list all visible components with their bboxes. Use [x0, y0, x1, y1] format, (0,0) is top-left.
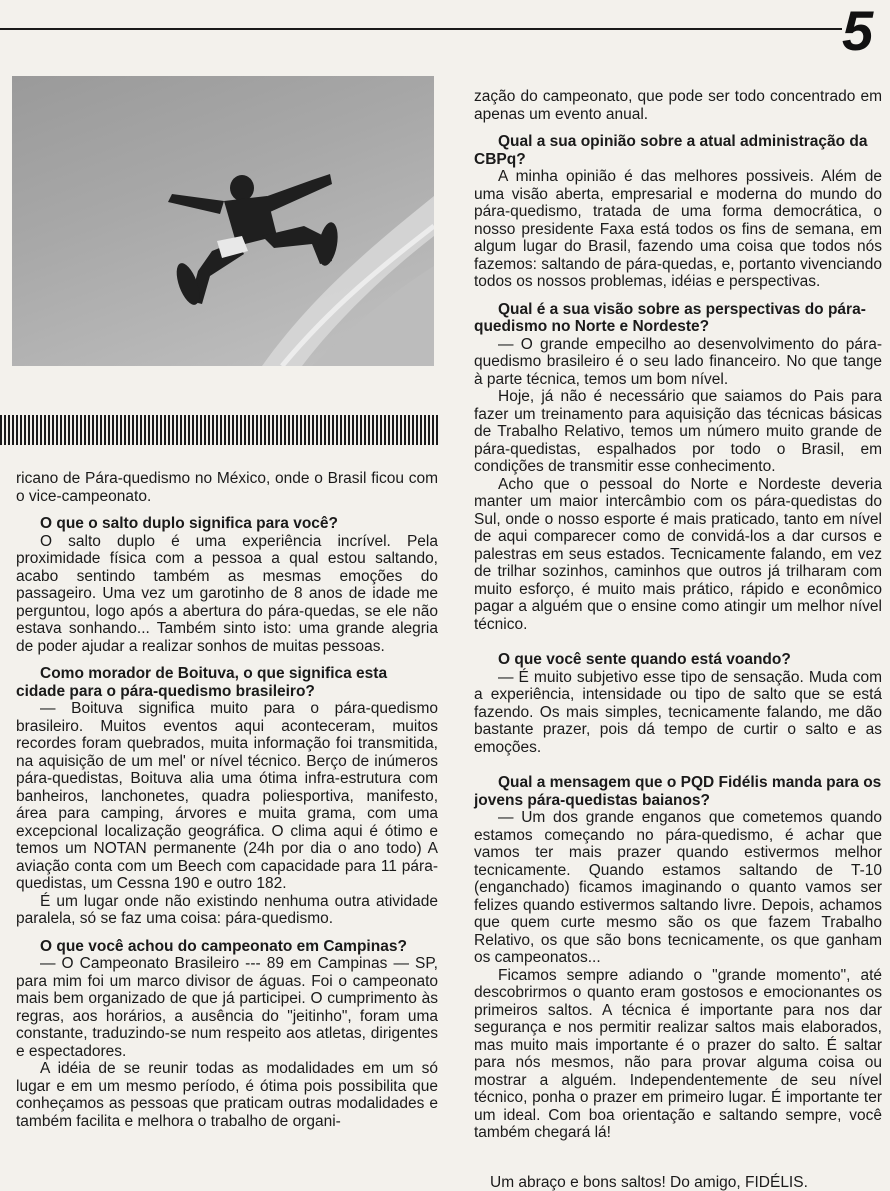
body-paragraph: — Boituva significa muito para o pára-quedismo brasileiro. Muitos eventos aqui aconteceram, muitos recordes foram quebrados, muita informação foi transmitida, na aquisição de um mel' or nível técnico. Berço de inúmeros pára-quedistas, Boituva alia uma ótima infra-estrutura com banheiros, lanchonetes, quadra poliesportiva, manifesto, área para camping, árvores e muita grama, com uma excepcional localização geográfica. O clima aqui é ótimo e temos um NOTAN permanente (24h por dia o ano todo) A aviação conta com um Beech com capacidade para 11 pára-quedistas, um Cessna 190 e outro 182. — [16, 700, 438, 893]
closing-signature: Um abraço e bons saltos! Do amigo, FIDÉLIS. — [474, 1174, 882, 1191]
body-paragraph: — O Campeonato Brasileiro --- 89 em Campinas — SP, para mim foi um marco divisor de águas. Foi o campeonato mais bem organizado de que já participei. O cumprimento às regras, aos horários, a ausência do "jeitinho", foram uma constante, traduzindo-se num respeito aos atletas, dirigentes e espectadores. — [16, 955, 438, 1060]
skydiver-photo — [12, 76, 434, 366]
question-heading: Qual a mensagem que o PQD Fidélis manda para os jovens pára-quedistas baianos? — [474, 774, 882, 809]
body-paragraph: — O grande empecilho ao desenvolvimento do pára-quedismo brasileiro é o seu lado financeiro. No que tange à parte técnica, temos um bom nível. — [474, 336, 882, 389]
body-paragraph: Acho que o pessoal do Norte e Nordeste deveria manter um maior intercâmbio com os pára-quedistas do Sul, onde o nosso esporte é mais praticado, tanto em nível de aqui comparecer como de convidá-los a dar cursos e palestras em seus estados. Tecnicamente falando, em vez de trilhar sozinhos, caminhos que outros já trilharam com muito esforço, é muito mais prático, rápido e econômico pagar a alguém que o ensine como atingir um melhor nível técnico. — [474, 476, 882, 634]
page-number: 5 — [842, 2, 888, 60]
decorative-stripe-bar — [0, 415, 438, 445]
question-heading: Qual é a sua visão sobre as perspectivas do pára-quedismo no Norte e Nordeste? — [474, 301, 882, 336]
top-rule — [0, 28, 842, 30]
question-heading: O que você sente quando está voando? — [474, 651, 882, 669]
question-heading: O que você achou do campeonato em Campinas? — [16, 938, 438, 956]
body-paragraph: O salto duplo é uma experiência incrível. Pela proximidade física com a pessoa a qual estou saltando, acabo sentindo também as mesmas emoções do passageiro. Uma vez um garotinho de 8 anos de idade me perguntou, logo após a abertura do pára-quedas, se ele não estava sonhando... Também sinto isto: uma grande alegria de poder ajudar a realizar sonhos de muitas pessoas. — [16, 533, 438, 656]
spacer — [474, 756, 882, 764]
right-text-column — [474, 88, 882, 1191]
question-heading: Qual a sua opinião sobre a atual administração da CBPq? — [474, 133, 882, 168]
body-paragraph: ricano de Pára-quedismo no México, onde o Brasil ficou com o vice-campeonato. — [16, 470, 438, 505]
body-paragraph: — Um dos grande enganos que cometemos quando estamos começando no pára-quedismo, é achar que vamos ter mais prazer quando estivermos melhor tecnicamente. Quando estamos saltando de T-10 (enganchado) ficamos imaginando o quanto vamos ser felizes quando estivermos saltando livre. Depois, achamos que quem curte mesmo são os que fazem Trabalho Relativo, os que são bons tecnicamente, os que ganham os campeonatos... — [474, 809, 882, 967]
body-paragraph: Ficamos sempre adiando o "grande momento", até descobrirmos o quanto eram gostosos e emocionantes os primeiros saltos. A técnica é importante para nos dar segurança e nos permitir realizar saltos mais elaborados, mas muito mais importante é o prazer do salto. É saltar para nós mesmos, não para provar alguma coisa ou mostrar a alguém. Independentemente de seu nível técnico, ponha o prazer em primeiro lugar. É importante ter um ideal. Com boa orientação e saltando sempre, você também chegará lá! — [474, 967, 882, 1142]
spacer — [474, 633, 882, 641]
body-paragraph: Hoje, já não é necessário que saiamos do Pais para fazer um treinamento para aquisição das técnicas básicas de Trabalho Relativo, temos um número muito grande de pára-quedistas, espalhados por todo o Brasil, em condições de transmitir esse conhecimento. — [474, 388, 882, 476]
question-heading: O que o salto duplo significa para você? — [16, 515, 438, 533]
left-text-column — [16, 470, 438, 1130]
body-paragraph: É um lugar onde não existindo nenhuma outra atividade paralela, só se faz uma coisa: pára-quedismo. — [16, 893, 438, 928]
body-paragraph: A minha opinião é das melhores possiveis. Além de uma visão aberta, empresarial e moderna do mundo do pára-quedismo, tratada de uma forma democrática, o nosso presidente Faxa está todos os fins de semana, em algum lugar do Brasil, fazendo uma coisa que todos nós fazemos: saltando de pára-quedas, e, portanto vivenciando todos os nossos problemas, idéias e perspectivas. — [474, 168, 882, 291]
body-paragraph: A idéia de se reunir todas as modalidades em um só lugar e em um mesmo período, é ótima pois possibilita que conheçamos as pessoas que praticam outras modalidades e também facilita e melhora o trabalho de organi- — [16, 1060, 438, 1130]
question-heading: Como morador de Boituva, o que significa esta cidade para o pára-quedismo brasileiro? — [16, 665, 438, 700]
body-paragraph: zação do campeonato, que pode ser todo concentrado em apenas um evento anual. — [474, 88, 882, 123]
body-paragraph: — É muito subjetivo esse tipo de sensação. Muda com a experiência, intensidade ou tipo de salto que se está fazendo. Os mais simples, tecnicamente falando, me dão bastante prazer, pois dá tempo de curtir o salto e as emoções. — [474, 669, 882, 757]
